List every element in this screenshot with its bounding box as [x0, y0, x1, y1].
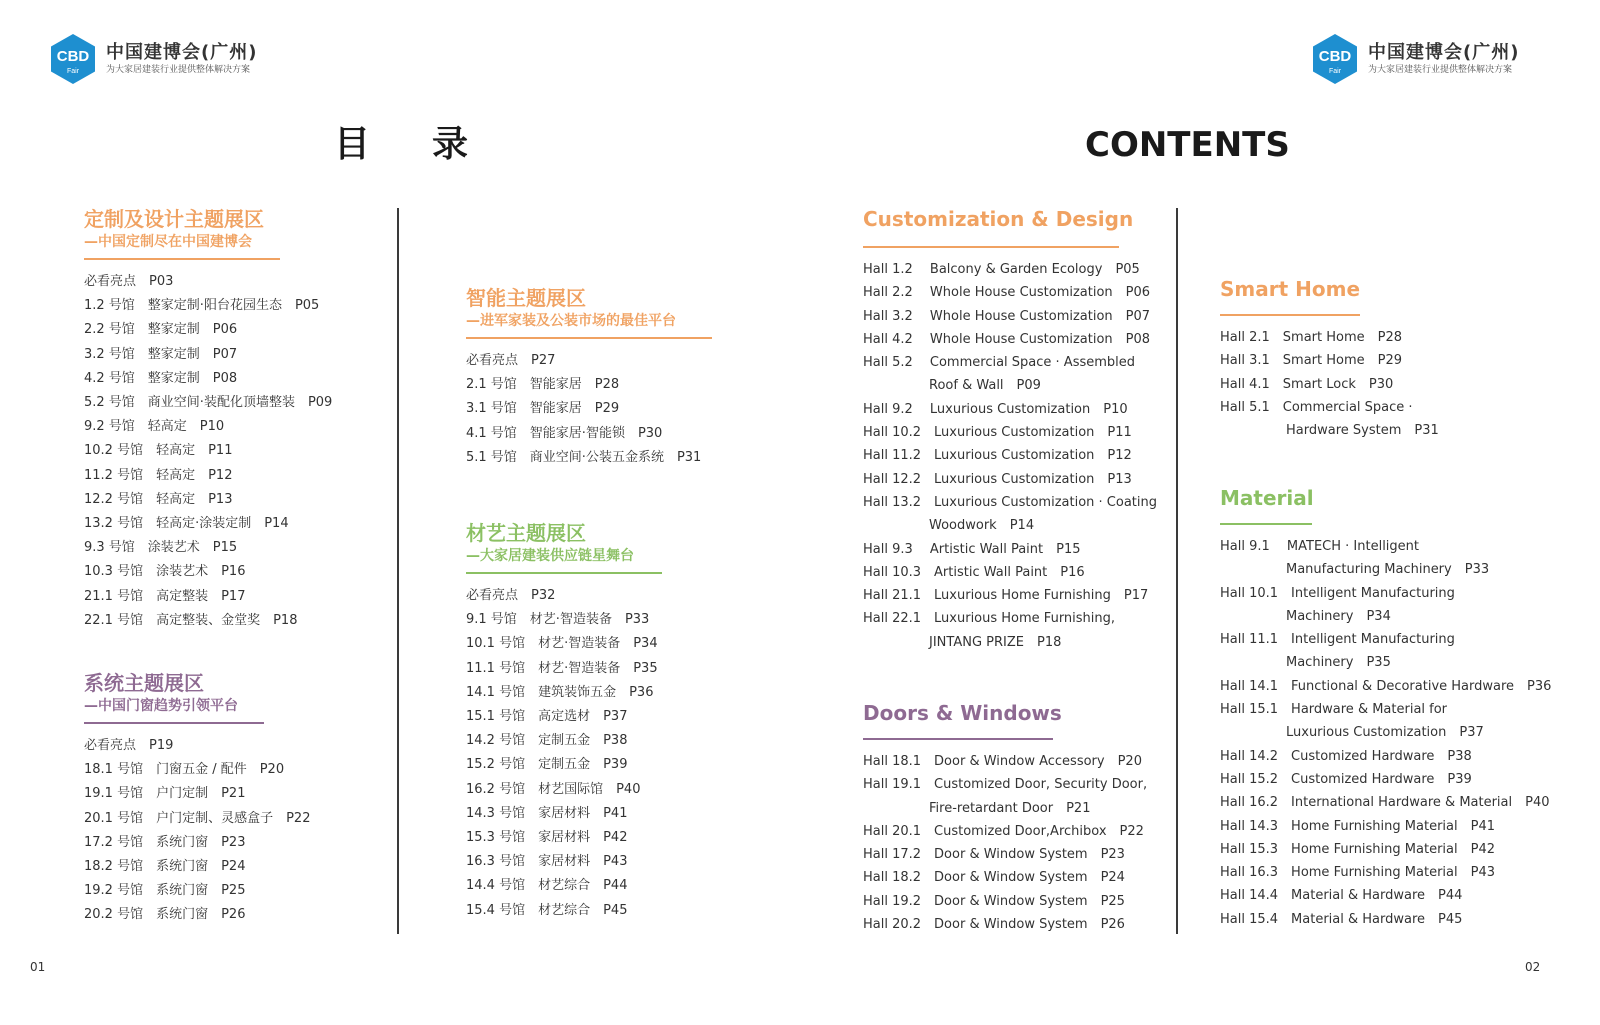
section-heading: Smart Home — [1220, 277, 1361, 301]
toc-entry: 9.3 号馆 涂装艺术 P15 — [84, 540, 238, 556]
page-number-left: 01 — [30, 960, 46, 974]
toc-entry: 15.2 号馆 定制五金 P39 — [466, 757, 628, 773]
svg-text:Fair: Fair — [1328, 68, 1342, 75]
toc-entry: 2.2 号馆 整家定制 P06 — [84, 322, 238, 338]
toc-entry: Machinery P35 — [1286, 655, 1391, 671]
page-number-right: 02 — [1525, 960, 1541, 974]
toc-entry: Hall 1.2 Balcony & Garden Ecology P05 — [863, 262, 1140, 277]
section-rule — [1220, 314, 1360, 316]
toc-list — [466, 349, 712, 470]
section-rule — [84, 258, 280, 260]
toc-entry: 14.4 号馆 材艺综合 P44 — [466, 878, 628, 894]
section-en-material — [1220, 485, 1551, 931]
toc-entry: Hall 20.1 Customized Door,Archibox P22 — [863, 823, 1144, 839]
toc-entry: Hall 15.2 Customized Hardware P39 — [1220, 771, 1472, 787]
toc-entry: Hall 3.2 Whole House Customization P07 — [863, 308, 1151, 324]
toc-entry: Fire-retardant Door P21 — [929, 800, 1091, 816]
toc-entry: Hall 19.1 Customized Door, Security Door, — [863, 777, 1148, 793]
section-cn-custom — [84, 206, 332, 633]
logo-name: 中国建博会(广州) — [106, 42, 258, 63]
toc-entry: 3.2 号馆 整家定制 P07 — [84, 346, 238, 362]
toc-entry: Hall 18.1 Door & Window Accessory P20 — [863, 754, 1142, 769]
toc-entry: Hall 22.1 Luxurious Home Furnishing, — [863, 611, 1116, 627]
toc-entry: 20.1 号馆 户门定制、灵感盒子 P22 — [84, 810, 311, 826]
toc-list — [84, 734, 310, 928]
section-cn-system — [84, 670, 310, 928]
page-title-en: CONTENTS — [1085, 125, 1290, 165]
toc-entry: 19.2 号馆 系统门窗 P25 — [84, 883, 246, 899]
section-en-doors — [863, 700, 1147, 936]
toc-entry: 必看亮点 P27 — [466, 353, 556, 368]
section-rule — [1220, 523, 1312, 525]
toc-entry: 必看亮点 P19 — [84, 738, 174, 753]
toc-entry: 5.2 号馆 商业空间·装配化顶墙整装 P09 — [84, 395, 333, 411]
toc-entry: 15.4 号馆 材艺综合 P45 — [466, 902, 628, 918]
toc-entry: Hall 3.1 Smart Home P29 — [1220, 353, 1403, 369]
toc-list — [466, 584, 662, 923]
toc-entry: 15.3 号馆 家居材料 P42 — [466, 830, 628, 846]
toc-entry: 17.2 号馆 系统门窗 P23 — [84, 834, 246, 850]
toc-entry: Manufacturing Machinery P33 — [1286, 562, 1490, 578]
toc-entry: 必看亮点 P32 — [466, 588, 556, 603]
toc-entry: Hall 21.1 Luxurious Home Furnishing P17 — [863, 588, 1149, 604]
section-heading: 材艺主题展区 — [466, 521, 586, 545]
toc-list — [84, 270, 332, 633]
toc-list — [1220, 326, 1439, 442]
section-rule — [466, 337, 712, 339]
toc-entry: Hall 5.1 Commercial Space · — [1220, 399, 1413, 415]
toc-entry: 13.2 号馆 轻高定·涂装定制 P14 — [84, 516, 289, 532]
toc-entry: Hall 16.3 Home Furnishing Material P43 — [1220, 865, 1495, 881]
toc-entry: Hall 15.1 Hardware & Material for — [1220, 702, 1448, 718]
logo-tagline: 为大家居建装行业提供整体解决方案 — [1368, 65, 1513, 75]
toc-entry: 16.3 号馆 家居材料 P43 — [466, 854, 628, 870]
toc-entry: Hall 15.3 Home Furnishing Material P42 — [1220, 841, 1495, 857]
section-subtitle: —大家居建装供应链星舞台 — [466, 548, 634, 564]
svg-text:CBD: CBD — [56, 48, 90, 65]
toc-entry: 10.2 号馆 轻高定 P11 — [84, 443, 233, 459]
toc-entry: Hardware System P31 — [1286, 423, 1439, 439]
section-en-smart — [1220, 276, 1439, 442]
cbd-hexagon-icon — [1312, 33, 1358, 85]
toc-entry: 14.2 号馆 定制五金 P38 — [466, 733, 628, 749]
toc-entry: Hall 10.2 Luxurious Customization P11 — [863, 425, 1132, 441]
toc-entry: Machinery P34 — [1286, 608, 1391, 624]
toc-entry: Hall 2.1 Smart Home P28 — [1220, 330, 1403, 345]
toc-entry: 18.2 号馆 系统门窗 P24 — [84, 859, 246, 875]
section-en-custom — [863, 206, 1157, 654]
toc-entry: Hall 10.1 Intelligent Manufacturing — [1220, 585, 1455, 601]
logo-tagline: 为大家居建装行业提供整体解决方案 — [106, 65, 251, 75]
toc-entry: 16.2 号馆 材艺国际馆 P40 — [466, 781, 641, 797]
toc-entry: Hall 16.2 International Hardware & Material P40 — [1220, 795, 1550, 811]
toc-entry: Hall 12.2 Luxurious Customization P13 — [863, 471, 1132, 487]
toc-entry: 10.3 号馆 涂装艺术 P16 — [84, 564, 246, 580]
toc-entry: Hall 9.2 Luxurious Customization P10 — [863, 401, 1128, 417]
svg-text:Fair: Fair — [66, 68, 80, 75]
cbd-hexagon-icon — [50, 33, 96, 85]
column-divider — [397, 208, 399, 934]
toc-entry: Hall 19.2 Door & Window System P25 — [863, 893, 1125, 909]
page-title-cn: 目录 — [334, 124, 531, 165]
toc-entry: Hall 13.2 Luxurious Customization · Coating — [863, 494, 1157, 510]
toc-entry: 4.2 号馆 整家定制 P08 — [84, 370, 238, 386]
toc-entry: 9.2 号馆 轻高定 P10 — [84, 419, 225, 435]
section-heading: Material — [1220, 486, 1314, 510]
toc-entry: 12.2 号馆 轻高定 P13 — [84, 491, 233, 507]
section-heading: 定制及设计主题展区 — [84, 207, 264, 231]
toc-entry: Hall 14.4 Material & Hardware P44 — [1220, 888, 1463, 904]
toc-entry: Hall 15.4 Material & Hardware P45 — [1220, 911, 1463, 927]
toc-entry: 11.1 号馆 材艺·智造装备 P35 — [466, 660, 658, 676]
toc-entry: 4.1 号馆 智能家居·智能锁 P30 — [466, 425, 663, 441]
toc-entry: Hall 9.3 Artistic Wall Paint P15 — [863, 541, 1081, 557]
toc-entry: 20.2 号馆 系统门窗 P26 — [84, 907, 246, 923]
toc-entry: 21.1 号馆 高定整装 P17 — [84, 588, 246, 604]
section-rule — [466, 572, 662, 574]
section-heading: Doors & Windows — [863, 701, 1062, 725]
section-rule — [84, 722, 264, 724]
toc-entry: 5.1 号馆 商业空间·公装五金系统 P31 — [466, 449, 702, 465]
toc-entry: 2.1 号馆 智能家居 P28 — [466, 377, 620, 393]
section-rule — [863, 738, 1053, 740]
toc-entry: 18.1 号馆 门窗五金 / 配件 P20 — [84, 762, 285, 778]
toc-entry: Hall 20.2 Door & Window System P26 — [863, 917, 1125, 933]
toc-entry: Hall 11.2 Luxurious Customization P12 — [863, 448, 1132, 464]
toc-entry: 14.3 号馆 家居材料 P41 — [466, 805, 628, 821]
toc-entry: 15.1 号馆 高定选材 P37 — [466, 709, 628, 725]
toc-entry: Hall 14.2 Customized Hardware P38 — [1220, 748, 1472, 764]
toc-entry: Hall 14.1 Functional & Decorative Hardware P36 — [1220, 678, 1552, 694]
toc-entry: Hall 2.2 Whole House Customization P06 — [863, 285, 1151, 301]
cbd-logo-left — [50, 33, 257, 85]
toc-entry: Hall 9.1 MATECH · Intelligent — [1220, 539, 1419, 554]
toc-entry: 3.1 号馆 智能家居 P29 — [466, 401, 620, 417]
toc-entry: Hall 11.1 Intelligent Manufacturing — [1220, 632, 1455, 648]
section-heading: 系统主题展区 — [84, 671, 204, 695]
toc-entry: Luxurious Customization P37 — [1286, 725, 1484, 741]
toc-entry: 22.1 号馆 高定整装、金堂奖 P18 — [84, 612, 298, 628]
section-subtitle: —中国门窗趋势引领平台 — [84, 698, 238, 714]
section-cn-smart — [466, 285, 712, 470]
toc-entry: 11.2 号馆 轻高定 P12 — [84, 467, 233, 483]
toc-list — [1220, 535, 1551, 931]
toc-entry: Hall 10.3 Artistic Wall Paint P16 — [863, 564, 1085, 580]
section-cn-material — [466, 520, 662, 923]
toc-entry: Hall 5.2 Commercial Space · Assembled — [863, 355, 1136, 371]
toc-entry: Roof & Wall P09 — [929, 378, 1041, 394]
toc-entry: Hall 14.3 Home Furnishing Material P41 — [1220, 818, 1495, 834]
toc-entry: 1.2 号馆 整家定制·阳台花园生态 P05 — [84, 298, 320, 314]
toc-entry: JINTANG PRIZE P18 — [929, 634, 1062, 650]
toc-entry: Hall 17.2 Door & Window System P23 — [863, 847, 1125, 863]
section-subtitle: —进军家装及公装市场的最佳平台 — [466, 313, 676, 329]
toc-list — [863, 258, 1157, 654]
toc-entry: 必看亮点 P03 — [84, 274, 174, 289]
toc-entry: 19.1 号馆 户门定制 P21 — [84, 786, 246, 802]
toc-entry: 14.1 号馆 建筑装饰五金 P36 — [466, 684, 654, 700]
section-heading: 智能主题展区 — [466, 286, 586, 310]
toc-entry: 9.1 号馆 材艺·智造装备 P33 — [466, 612, 650, 628]
toc-list — [863, 750, 1147, 936]
logo-name: 中国建博会(广州) — [1368, 42, 1520, 63]
section-rule — [863, 246, 1119, 248]
section-subtitle: —中国定制尽在中国建博会 — [84, 234, 252, 250]
svg-text:CBD: CBD — [1318, 48, 1352, 65]
section-heading: Customization & Design — [863, 207, 1134, 231]
toc-entry: 10.1 号馆 材艺·智造装备 P34 — [466, 636, 658, 652]
toc-entry: Hall 4.1 Smart Lock P30 — [1220, 376, 1394, 392]
toc-entry: Woodwork P14 — [929, 518, 1035, 534]
cbd-logo-right — [1312, 33, 1519, 85]
column-divider — [1176, 208, 1178, 934]
toc-entry: Hall 4.2 Whole House Customization P08 — [863, 331, 1151, 347]
toc-entry: Hall 18.2 Door & Window System P24 — [863, 870, 1125, 886]
